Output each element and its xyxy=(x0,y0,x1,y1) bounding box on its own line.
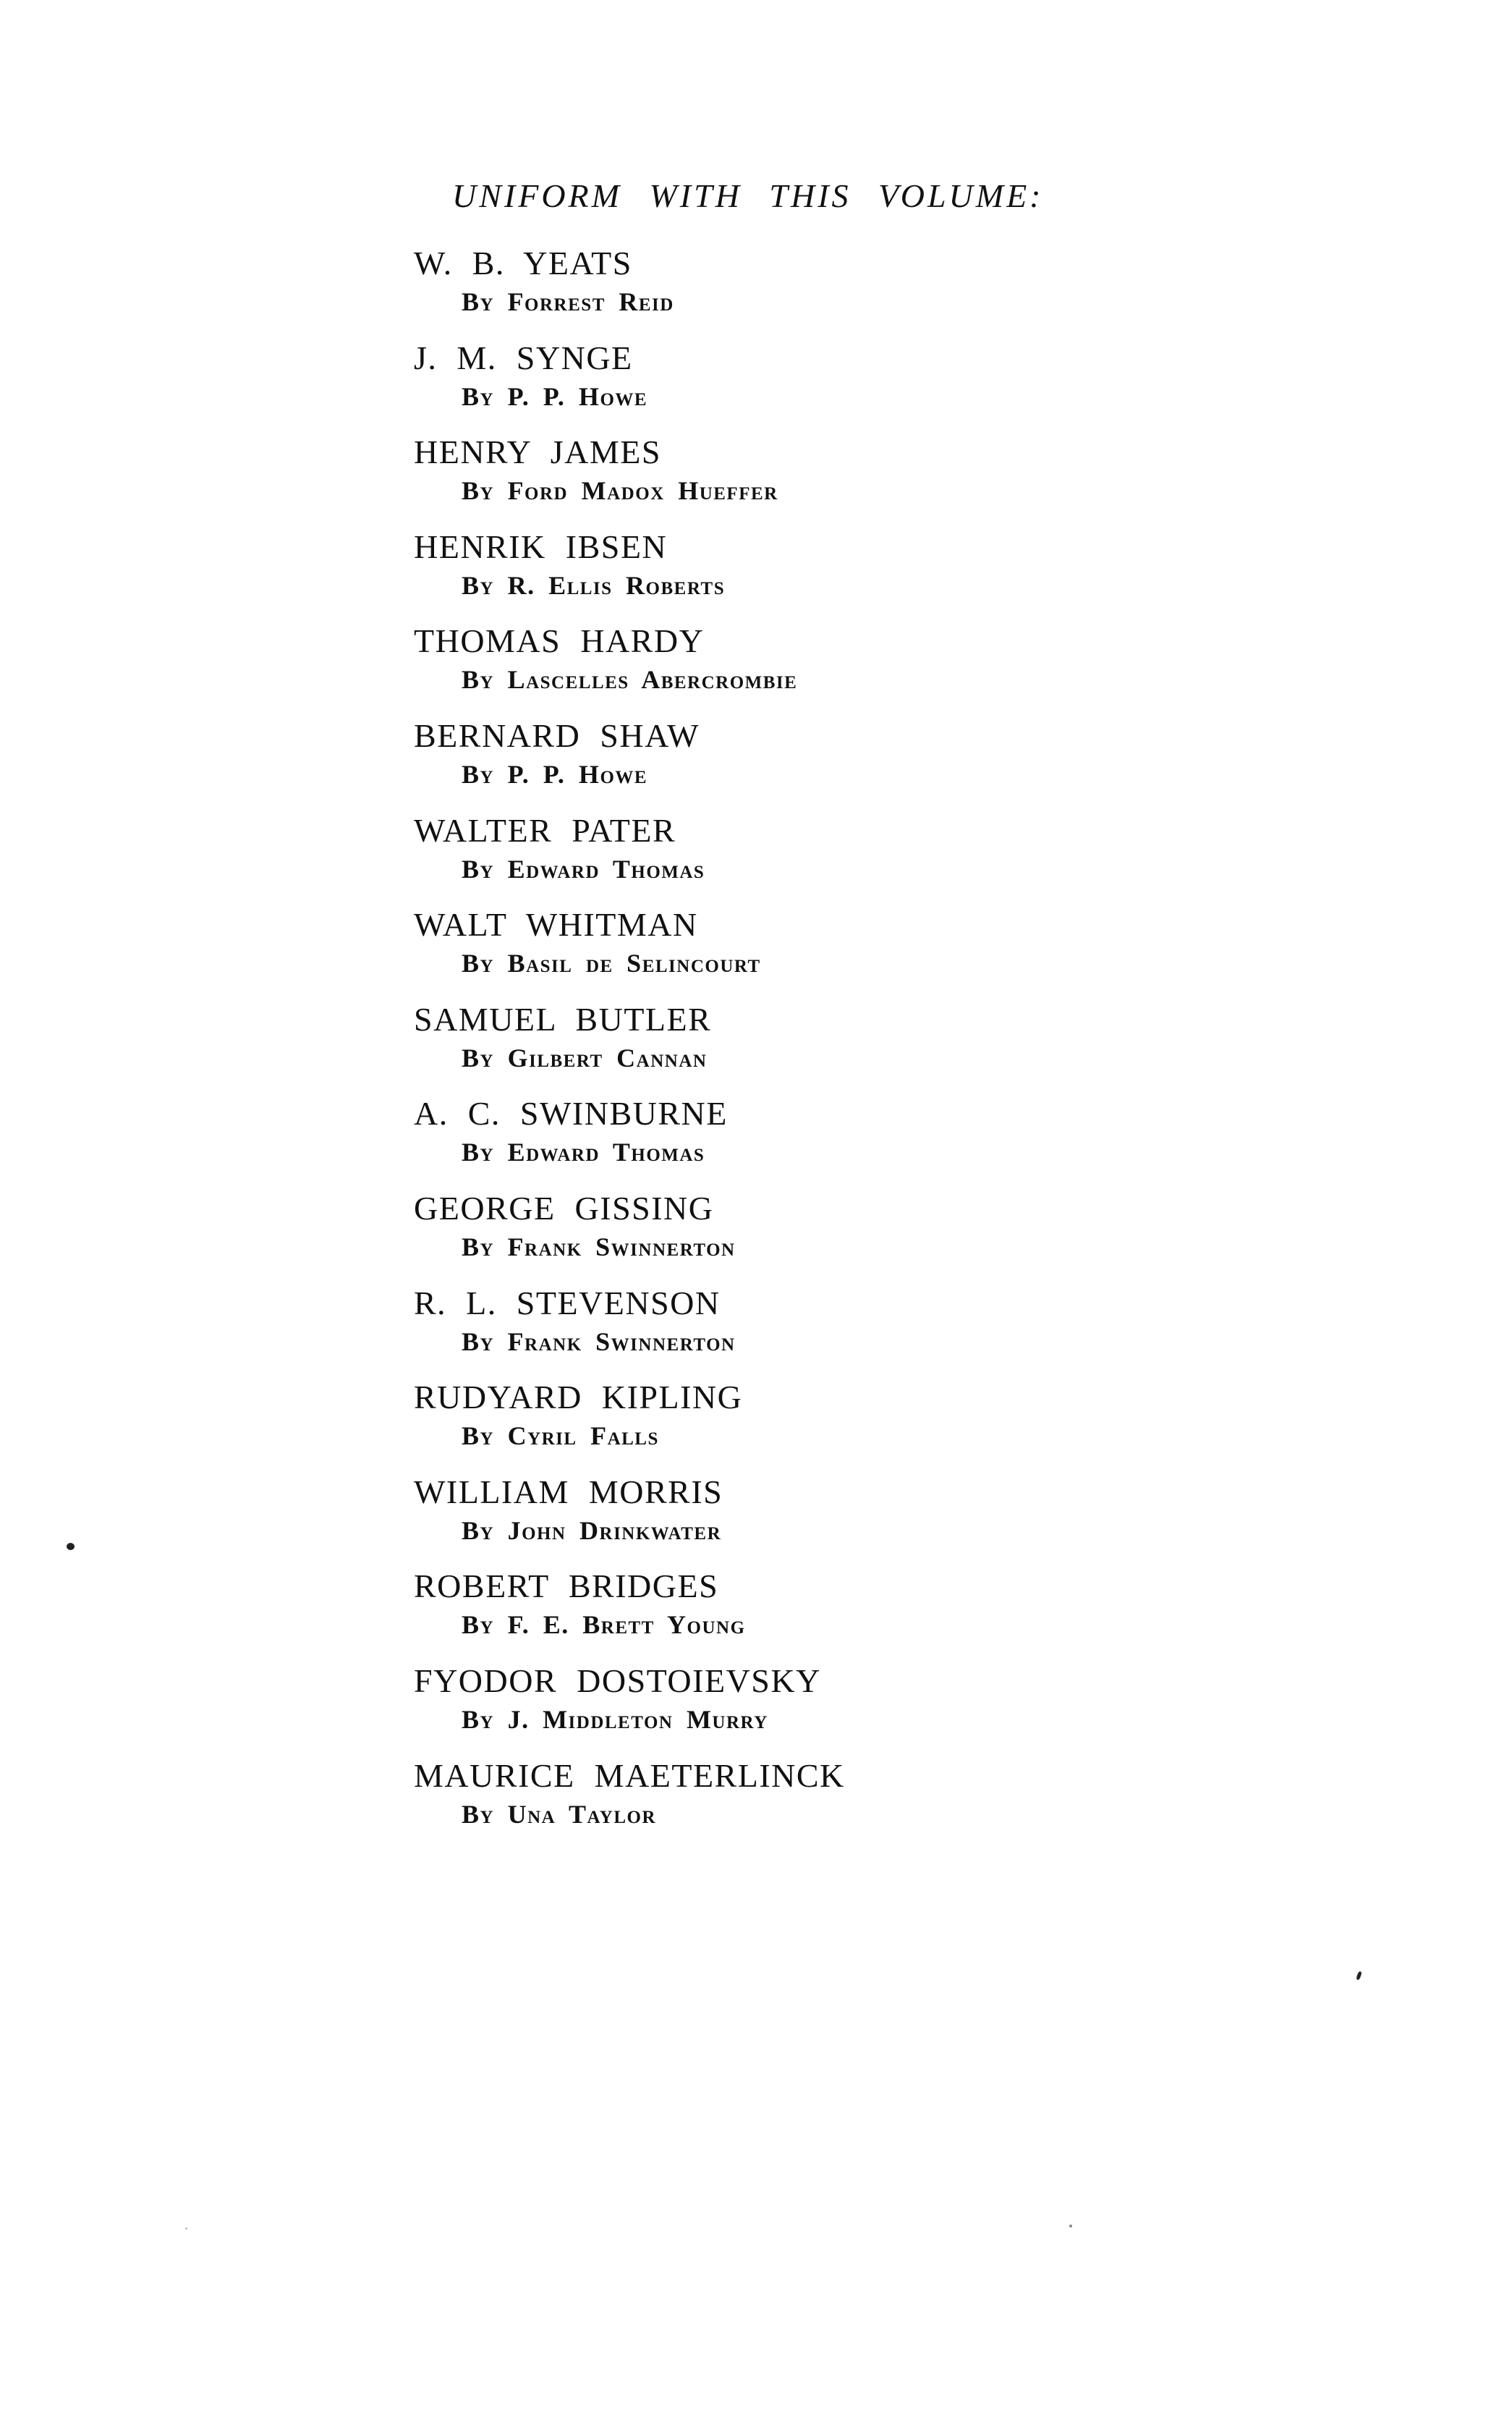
entry-subject: MAURICE MAETERLINCK xyxy=(414,1756,845,1794)
list-item xyxy=(414,1001,1354,1096)
entry-subject: HENRIK IBSEN xyxy=(414,528,668,565)
entry-subject: R. L. STEVENSON xyxy=(414,1284,721,1321)
ink-speck xyxy=(67,1543,75,1550)
list-item xyxy=(414,622,1354,717)
entry-author: By Basil de Selincourt xyxy=(462,949,761,978)
entry-author: By Lascelles Abercrombie xyxy=(462,665,798,695)
entry-author: By Ford Madox Hueffer xyxy=(462,476,778,506)
entry-author: By Forrest Reid xyxy=(462,287,674,316)
entry-subject: FYODOR DOSTOIEVSKY xyxy=(414,1662,821,1699)
entry-subject: WALT WHITMAN xyxy=(414,906,698,944)
entry-author: By R. Ellis Roberts xyxy=(462,570,726,600)
entry-subject: THOMAS HARDY xyxy=(414,622,705,660)
ink-speck xyxy=(1069,2225,1072,2227)
entry-subject: RUDYARD KIPLING xyxy=(414,1379,743,1416)
entry-author: By Frank Swinnerton xyxy=(462,1326,736,1356)
list-item xyxy=(414,906,1354,1001)
ink-speck xyxy=(185,2227,187,2230)
list-item xyxy=(414,1662,1354,1757)
list-item xyxy=(414,245,1354,339)
entry-author: By Edward Thomas xyxy=(462,1138,705,1167)
entry-author: By Una Taylor xyxy=(462,1799,657,1829)
list-item xyxy=(414,1757,1354,1852)
entry-subject: J. M. SYNGE xyxy=(414,339,633,376)
entry-subject: SAMUEL BUTLER xyxy=(414,1000,712,1038)
entry-subject: WALTER PATER xyxy=(414,811,676,849)
ink-speck xyxy=(1356,1971,1362,1981)
list-item xyxy=(414,717,1354,812)
list-item xyxy=(414,528,1354,623)
entry-author: By John Drinkwater xyxy=(462,1515,722,1545)
list-item xyxy=(414,339,1354,434)
entry-author: By P. P. Howe xyxy=(462,759,648,789)
entry-subject: WILLIAM MORRIS xyxy=(414,1473,723,1510)
entry-subject: ROBERT BRIDGES xyxy=(414,1567,719,1605)
list-item xyxy=(414,812,1354,907)
list-item xyxy=(414,1379,1354,1473)
entry-author: By F. E. Brett Young xyxy=(462,1610,746,1640)
series-heading: UNIFORM WITH THIS VOLUME: xyxy=(452,177,1044,214)
entry-author: By Gilbert Cannan xyxy=(462,1043,708,1072)
list-item xyxy=(414,1567,1354,1662)
entry-subject: W. B. YEATS xyxy=(414,245,632,282)
entry-subject: HENRY JAMES xyxy=(414,433,661,471)
list-item xyxy=(414,433,1354,528)
entry-author: By Cyril Falls xyxy=(462,1421,659,1451)
entry-author: By Frank Swinnerton xyxy=(462,1232,736,1261)
entry-subject: BERNARD SHAW xyxy=(414,716,700,754)
entry-subject: A. C. SWINBURNE xyxy=(414,1095,728,1133)
series-list xyxy=(414,245,1354,1851)
entry-author: By P. P. Howe xyxy=(462,381,648,411)
list-item xyxy=(414,1473,1354,1568)
entry-author: By Edward Thomas xyxy=(462,854,705,884)
entry-subject: GEORGE GISSING xyxy=(414,1189,714,1227)
list-item xyxy=(414,1095,1354,1190)
entry-author: By J. Middleton Murry xyxy=(462,1704,768,1734)
list-item xyxy=(414,1285,1354,1379)
list-item xyxy=(414,1190,1354,1285)
